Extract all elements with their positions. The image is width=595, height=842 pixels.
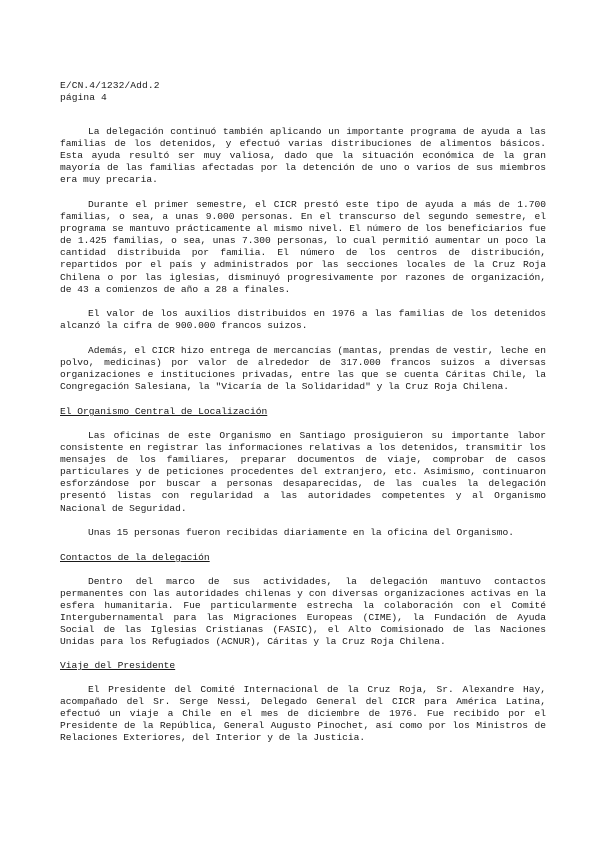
section-heading-contacts: Contactos de la delegación [60, 552, 210, 563]
paragraph-daily-visitors [60, 527, 546, 539]
page-number: página 4 [60, 91, 107, 103]
paragraph-text: Las oficinas de este Organismo en Santiago prosiguieron su importante labor consistente en registrar las informaciones relativas a los detenidos, transmitir los mensajes de los familiares, preparar documentos de viaje, comprobar de casos particulares y de peticiones procedentes del extranjero, etc. Asimismo, continuaron esforzándose por buscar a personas desaparecidas, de las cuales la delegación presentó listas con regularidad a las autoridades competentes y al Organismo Nacional de Seguridad. [60, 430, 546, 514]
paragraph-text: El Presidente del Comité Internacional de la Cruz Roja, Sr. Alexandre Hay, acompañado del Sr. Serge Nessi, Delegado General del CICR para América Latina, efectuó un viaje a Chile en el mes de diciembre de 1976. Fue recibido por el Presidente de la República, General Augusto Pinochet, así como por los Ministros de Relaciones Exteriores, del Interior y de la Justicia. [60, 684, 546, 744]
paragraph-semester-aid [60, 199, 546, 296]
paragraph-aid-value [60, 308, 546, 332]
paragraph-text: Además, el CICR hizo entrega de mercancías (mantas, prendas de vestir, leche en polvo, medicinas) por valor de alrededor de 317.000 francos suizos a diversas organizaciones e instituciones privadas, entre las que se cuenta Cáritas Chile, la Congregación Salesiana, la "Vicaría de la Solidaridad" y la Cruz Roja Chilena. [60, 345, 546, 393]
paragraph-president-visit [60, 684, 546, 744]
paragraph-text: El valor de los auxilios distribuidos en 1976 a las familias de los detenidos alcanzó la cifra de 900.000 francos suizos. [60, 308, 546, 332]
paragraph-goods-delivery [60, 345, 546, 393]
paragraph-tracing-agency [60, 430, 546, 515]
paragraph-text: Unas 15 personas fueron recibidas diariamente en la oficina del Organismo. [88, 527, 515, 538]
paragraph-text: La delegación continuó también aplicando un importante programa de ayuda a las familias de los detenidos, y efectuó varias distribuciones de alimentos básicos. Esta ayuda resultó ser muy valiosa, dado que la situación económica de la gran mayoría de las familias afectadas por la detención de uno o varios de sus miembros era muy precaria. [60, 126, 546, 186]
paragraph-text: Dentro del marco de sus actividades, la delegación mantuvo contactos permanentes con las autoridades chilenas y con diversas organizaciones activas en la esfera humanitaria. Fue particularmente estrecha la colaboración con el Comité Intergubernamental para las Migraciones Europeas (CIME), la Fundación de Ayuda Social de las Iglesias Cristianas (FASIC), el Alto Comisionado de las Naciones Unidas para los Refugiados (ACNUR), Cáritas y la Cruz Roja Chilena. [60, 576, 546, 648]
section-heading-president-visit: Viaje del Presidente [60, 660, 176, 671]
document-reference [60, 80, 160, 103]
paragraph-family-aid [60, 126, 546, 186]
document-symbol: E/CN.4/1232/Add.2 [60, 80, 160, 91]
paragraph-contacts [60, 576, 546, 649]
paragraph-text: Durante el primer semestre, el CICR prestó este tipo de ayuda a más de 1.700 familias, o sea, a unas 9.000 personas. En el transcurso del segundo semestre, el programa se mantuvo prácticamente al mismo nivel. El número de los beneficiarios fue de 1.425 familias, o sea, unas 7.300 personas, lo cual permitió aumentar un poco la cantidad distribuida por familia. El número de los centros de distribución, repartidos por el país y administrados por las secciones locales de la Cruz Roja Chilena o por las iglesias, disminuyó progresivamente por razones de organización, de 43 a comienzos de año a 28 a finales. [60, 199, 546, 295]
section-heading-tracing-agency: El Organismo Central de Localización [60, 406, 268, 417]
